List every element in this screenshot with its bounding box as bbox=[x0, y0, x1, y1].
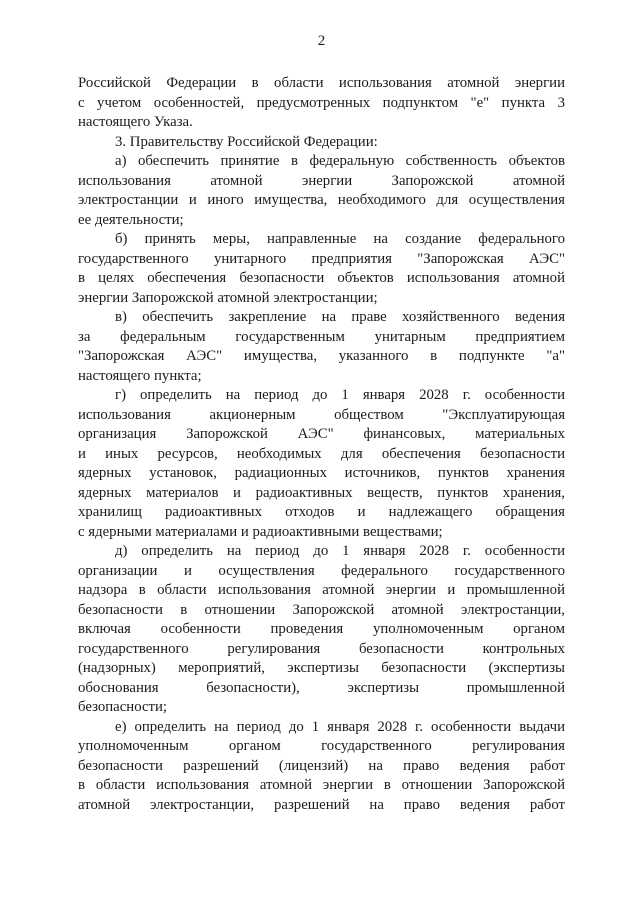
text-line: д) определить на период до 1 января 2028 г. особенности bbox=[115, 543, 565, 559]
text-line: в) обеспечить закрепление на праве хозяйственного ведения bbox=[115, 309, 565, 325]
text-line: Российской Федерации в области использования атомной энергии bbox=[78, 75, 565, 91]
text-line: "Запорожская АЭС" имущества, указанного в подпункте "а" bbox=[78, 348, 565, 364]
text-line: электростанции и иного имущества, необходимого для осуществления bbox=[78, 192, 565, 208]
text-line: надзора в области использования атомной энергии и промышленной bbox=[78, 582, 565, 598]
text-line: включая особенности проведения уполномоченным органом bbox=[78, 621, 565, 637]
text-line: б) принять меры, направленные на создание федерального bbox=[115, 231, 565, 247]
text-line: ядерных установок, радиационных источников, пунктов хранения bbox=[78, 465, 565, 481]
text-line: организации и осуществления федерального государственного bbox=[78, 562, 565, 579]
text-line: а) обеспечить принятие в федеральную собственность объектов bbox=[115, 153, 565, 169]
text-line: хранилищ радиоактивных отходов и надлежащего обращения bbox=[78, 504, 565, 520]
text-line: и иных ресурсов, необходимых для обеспечения безопасности bbox=[78, 445, 565, 462]
text-line: в области использования атомной энергии в отношении Запорожской bbox=[78, 777, 565, 793]
page-number: 2 bbox=[317, 33, 326, 49]
text-line: уполномоченным органом государственного регулирования bbox=[78, 738, 565, 754]
text-line: ядерных материалов и радиоактивных веществ, пунктов хранения, bbox=[78, 484, 565, 501]
text-line: безопасности разрешений (лицензий) на право ведения работ bbox=[78, 757, 565, 774]
text-line: использования атомной энергии Запорожской атомной bbox=[78, 172, 565, 189]
text-line: с учетом особенностей, предусмотренных подпунктом "е" пункта 3 bbox=[78, 94, 565, 111]
text-line: настоящего пункта; bbox=[78, 367, 202, 384]
document-body bbox=[78, 74, 565, 815]
paragraph bbox=[78, 74, 565, 133]
text-line: безопасности; bbox=[78, 699, 168, 715]
text-line: государственного регулирования безопасности контрольных bbox=[78, 640, 565, 657]
text-line: за федеральным государственным унитарным предприятием bbox=[78, 328, 565, 345]
text-line: 3. Правительству Российской Федерации: bbox=[115, 133, 378, 150]
text-line: энергии Запорожской атомной электростанции; bbox=[78, 289, 378, 306]
text-line: организация Запорожской АЭС" финансовых, материальных bbox=[78, 426, 565, 442]
text-line: использования акционерным обществом "Эксплуатирующая bbox=[78, 406, 565, 423]
paragraph bbox=[78, 152, 565, 230]
text-line: атомной электростанции, разрешений на право ведения работ bbox=[78, 796, 565, 813]
text-line: ее деятельности; bbox=[78, 211, 184, 228]
paragraph bbox=[78, 718, 565, 816]
text-line: с ядерными материалами и радиоактивными веществами; bbox=[78, 523, 443, 540]
text-line: настоящего Указа. bbox=[78, 114, 193, 130]
text-line: в целях обеспечения безопасности объектов использования атомной bbox=[78, 270, 565, 286]
text-line: безопасности в отношении Запорожской атомной электростанции, bbox=[78, 601, 565, 618]
text-line: государственного унитарного предприятия "Запорожская АЭС" bbox=[78, 250, 565, 267]
text-line: г) определить на период до 1 января 2028 г. особенности bbox=[115, 387, 565, 403]
paragraph bbox=[78, 133, 565, 153]
text-line: обоснования безопасности), экспертизы промышленной bbox=[78, 679, 565, 696]
paragraph bbox=[78, 386, 565, 542]
paragraph bbox=[78, 230, 565, 308]
paragraph bbox=[78, 308, 565, 386]
text-line: (надзорных) мероприятий, экспертизы безопасности (экспертизы bbox=[78, 660, 565, 676]
text-line: е) определить на период до 1 января 2028 г. особенности выдачи bbox=[115, 718, 565, 735]
paragraph bbox=[78, 542, 565, 718]
